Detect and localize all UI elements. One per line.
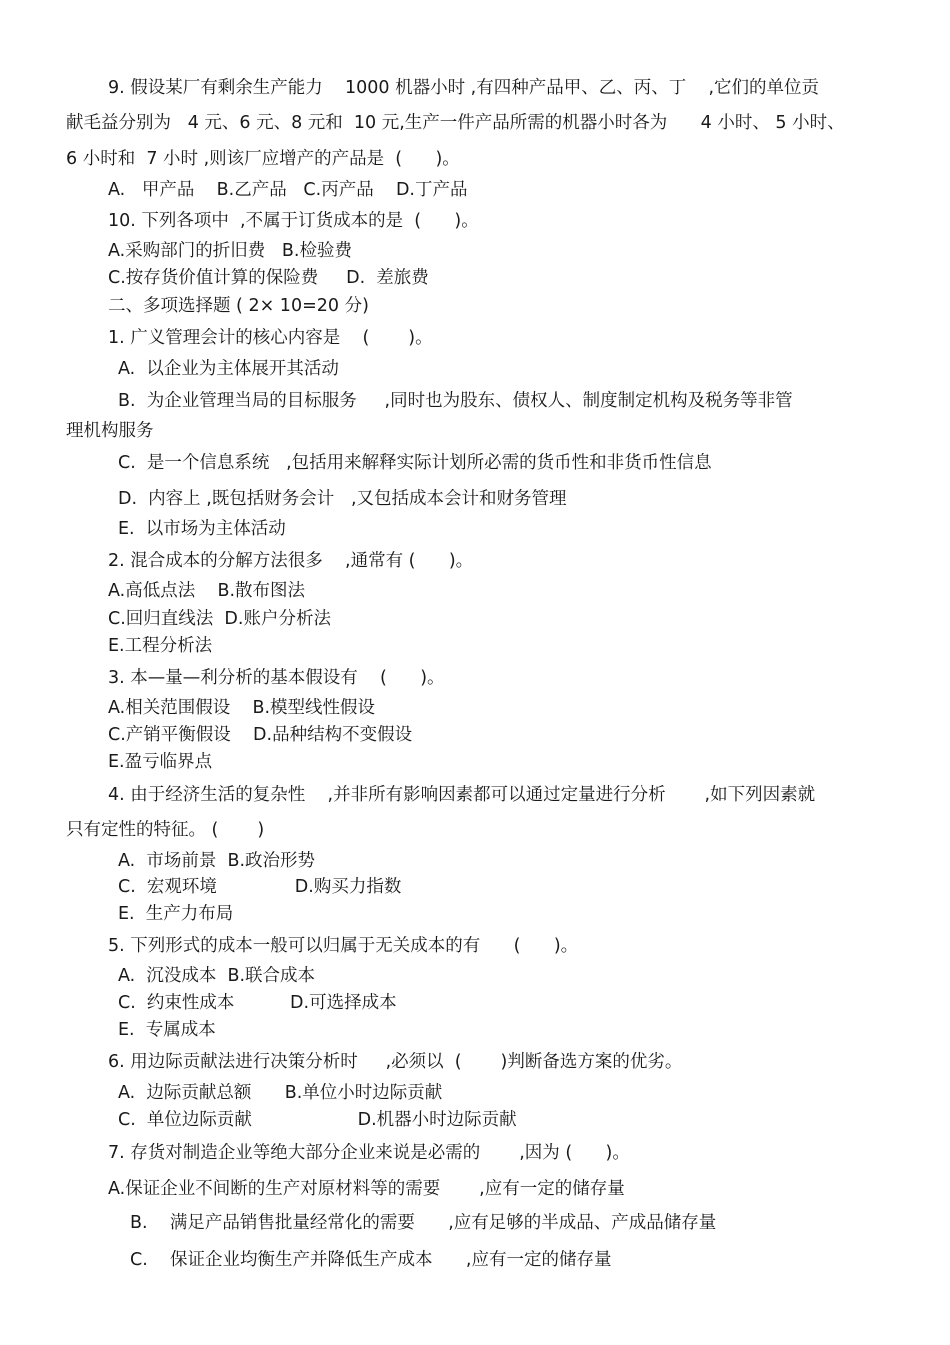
mc4-stem-line-1: 4. 由于经济生活的复杂性 ,并非所有影响因素都可以通过定量进行分析 ,如下列因素就 (108, 785, 816, 805)
mc1-option-b-line-1: B. 为企业管理当局的目标服务 ,同时也为股东、债权人、制度制定机构及税务等非管 (118, 391, 793, 411)
mc5-options-line-2: C. 约束性成本 D.可选择成本 (118, 993, 397, 1013)
mc7-option-a: A.保证企业不间断的生产对原材料等的需要 ,应有一定的储存量 (108, 1179, 625, 1199)
q10-stem: 10. 下列各项中 ,不属于订货成本的是 ( )。 (108, 211, 479, 231)
mc4-options-line-1: A. 市场前景 B.政治形势 (118, 851, 316, 871)
q10-options-line-2: C.按存货价值计算的保险费 D. 差旅费 (108, 268, 429, 288)
mc5-stem: 5. 下列形式的成本一般可以归属于无关成本的有 ( )。 (108, 936, 579, 956)
q9-stem-line-1: 9. 假设某厂有剩余生产能力 1000 机器小时 ,有四种产品甲、乙、丙、丁 ,它们的单位贡 (108, 78, 820, 98)
mc2-options-line-1: A.高低点法 B.散布图法 (108, 581, 306, 601)
mc1-option-e: E. 以市场为主体活动 (118, 519, 286, 539)
mc1-option-a: A. 以企业为主体展开其活动 (118, 359, 339, 379)
mc1-option-d: D. 内容上 ,既包括财务会计 ,又包括成本会计和财务管理 (118, 489, 567, 509)
mc4-options-line-3: E. 生产力布局 (118, 904, 234, 924)
mc2-stem: 2. 混合成本的分解方法很多 ,通常有 ( )。 (108, 551, 474, 571)
mc7-option-b: B. 满足产品销售批量经常化的需要 ,应有足够的半成品、产成品储存量 (130, 1213, 717, 1233)
q9-stem-line-2: 献毛益分别为 4 元、6 元、8 元和 10 元,生产一件产品所需的机器小时各为 4 小时、 5 小时、 (66, 113, 845, 133)
mc7-option-c: C. 保证企业均衡生产并降低生产成本 ,应有一定的储存量 (130, 1250, 612, 1270)
mc3-options-line-2: C.产销平衡假设 D.品种结构不变假设 (108, 725, 413, 745)
mc2-options-line-3: E.工程分析法 (108, 636, 213, 656)
mc5-options-line-3: E. 专属成本 (118, 1020, 216, 1040)
mc6-stem: 6. 用边际贡献法进行决策分析时 ,必须以 ( )判断备选方案的优劣。 (108, 1052, 683, 1072)
mc2-options-line-2: C.回归直线法 D.账户分析法 (108, 609, 331, 629)
mc1-option-b-line-2: 理机构服务 (66, 421, 154, 441)
mc7-stem: 7. 存货对制造企业等绝大部分企业来说是必需的 ,因为 ( )。 (108, 1143, 630, 1163)
mc3-options-line-3: E.盈亏临界点 (108, 752, 213, 772)
q9-options: A. 甲产品 B.乙产品 C.丙产品 D.丁产品 (108, 180, 468, 200)
mc3-options-line-1: A.相关范围假设 B.模型线性假设 (108, 698, 376, 718)
mc1-option-c: C. 是一个信息系统 ,包括用来解释实际计划所必需的货币性和非货币性信息 (118, 453, 712, 473)
q10-options-line-1: A.采购部门的折旧费 B.检验费 (108, 241, 352, 261)
mc6-options-line-1: A. 边际贡献总额 B.单位小时边际贡献 (118, 1083, 443, 1103)
mc6-options-line-2: C. 单位边际贡献 D.机器小时边际贡献 (118, 1110, 517, 1130)
mc1-stem: 1. 广义管理会计的核心内容是 ( )。 (108, 328, 433, 348)
q9-stem-line-3: 6 小时和 7 小时 ,则该厂应增产的产品是 ( )。 (66, 149, 460, 169)
section-heading-multiple-choice: 二、多项选择题 ( 2× 10=20 分) (108, 296, 369, 316)
mc4-stem-line-2: 只有定性的特征。 ( ) (66, 820, 265, 840)
mc3-stem: 3. 本—量—利分析的基本假设有 ( )。 (108, 668, 445, 688)
mc5-options-line-1: A. 沉没成本 B.联合成本 (118, 966, 316, 986)
mc4-options-line-2: C. 宏观环境 D.购买力指数 (118, 877, 402, 897)
